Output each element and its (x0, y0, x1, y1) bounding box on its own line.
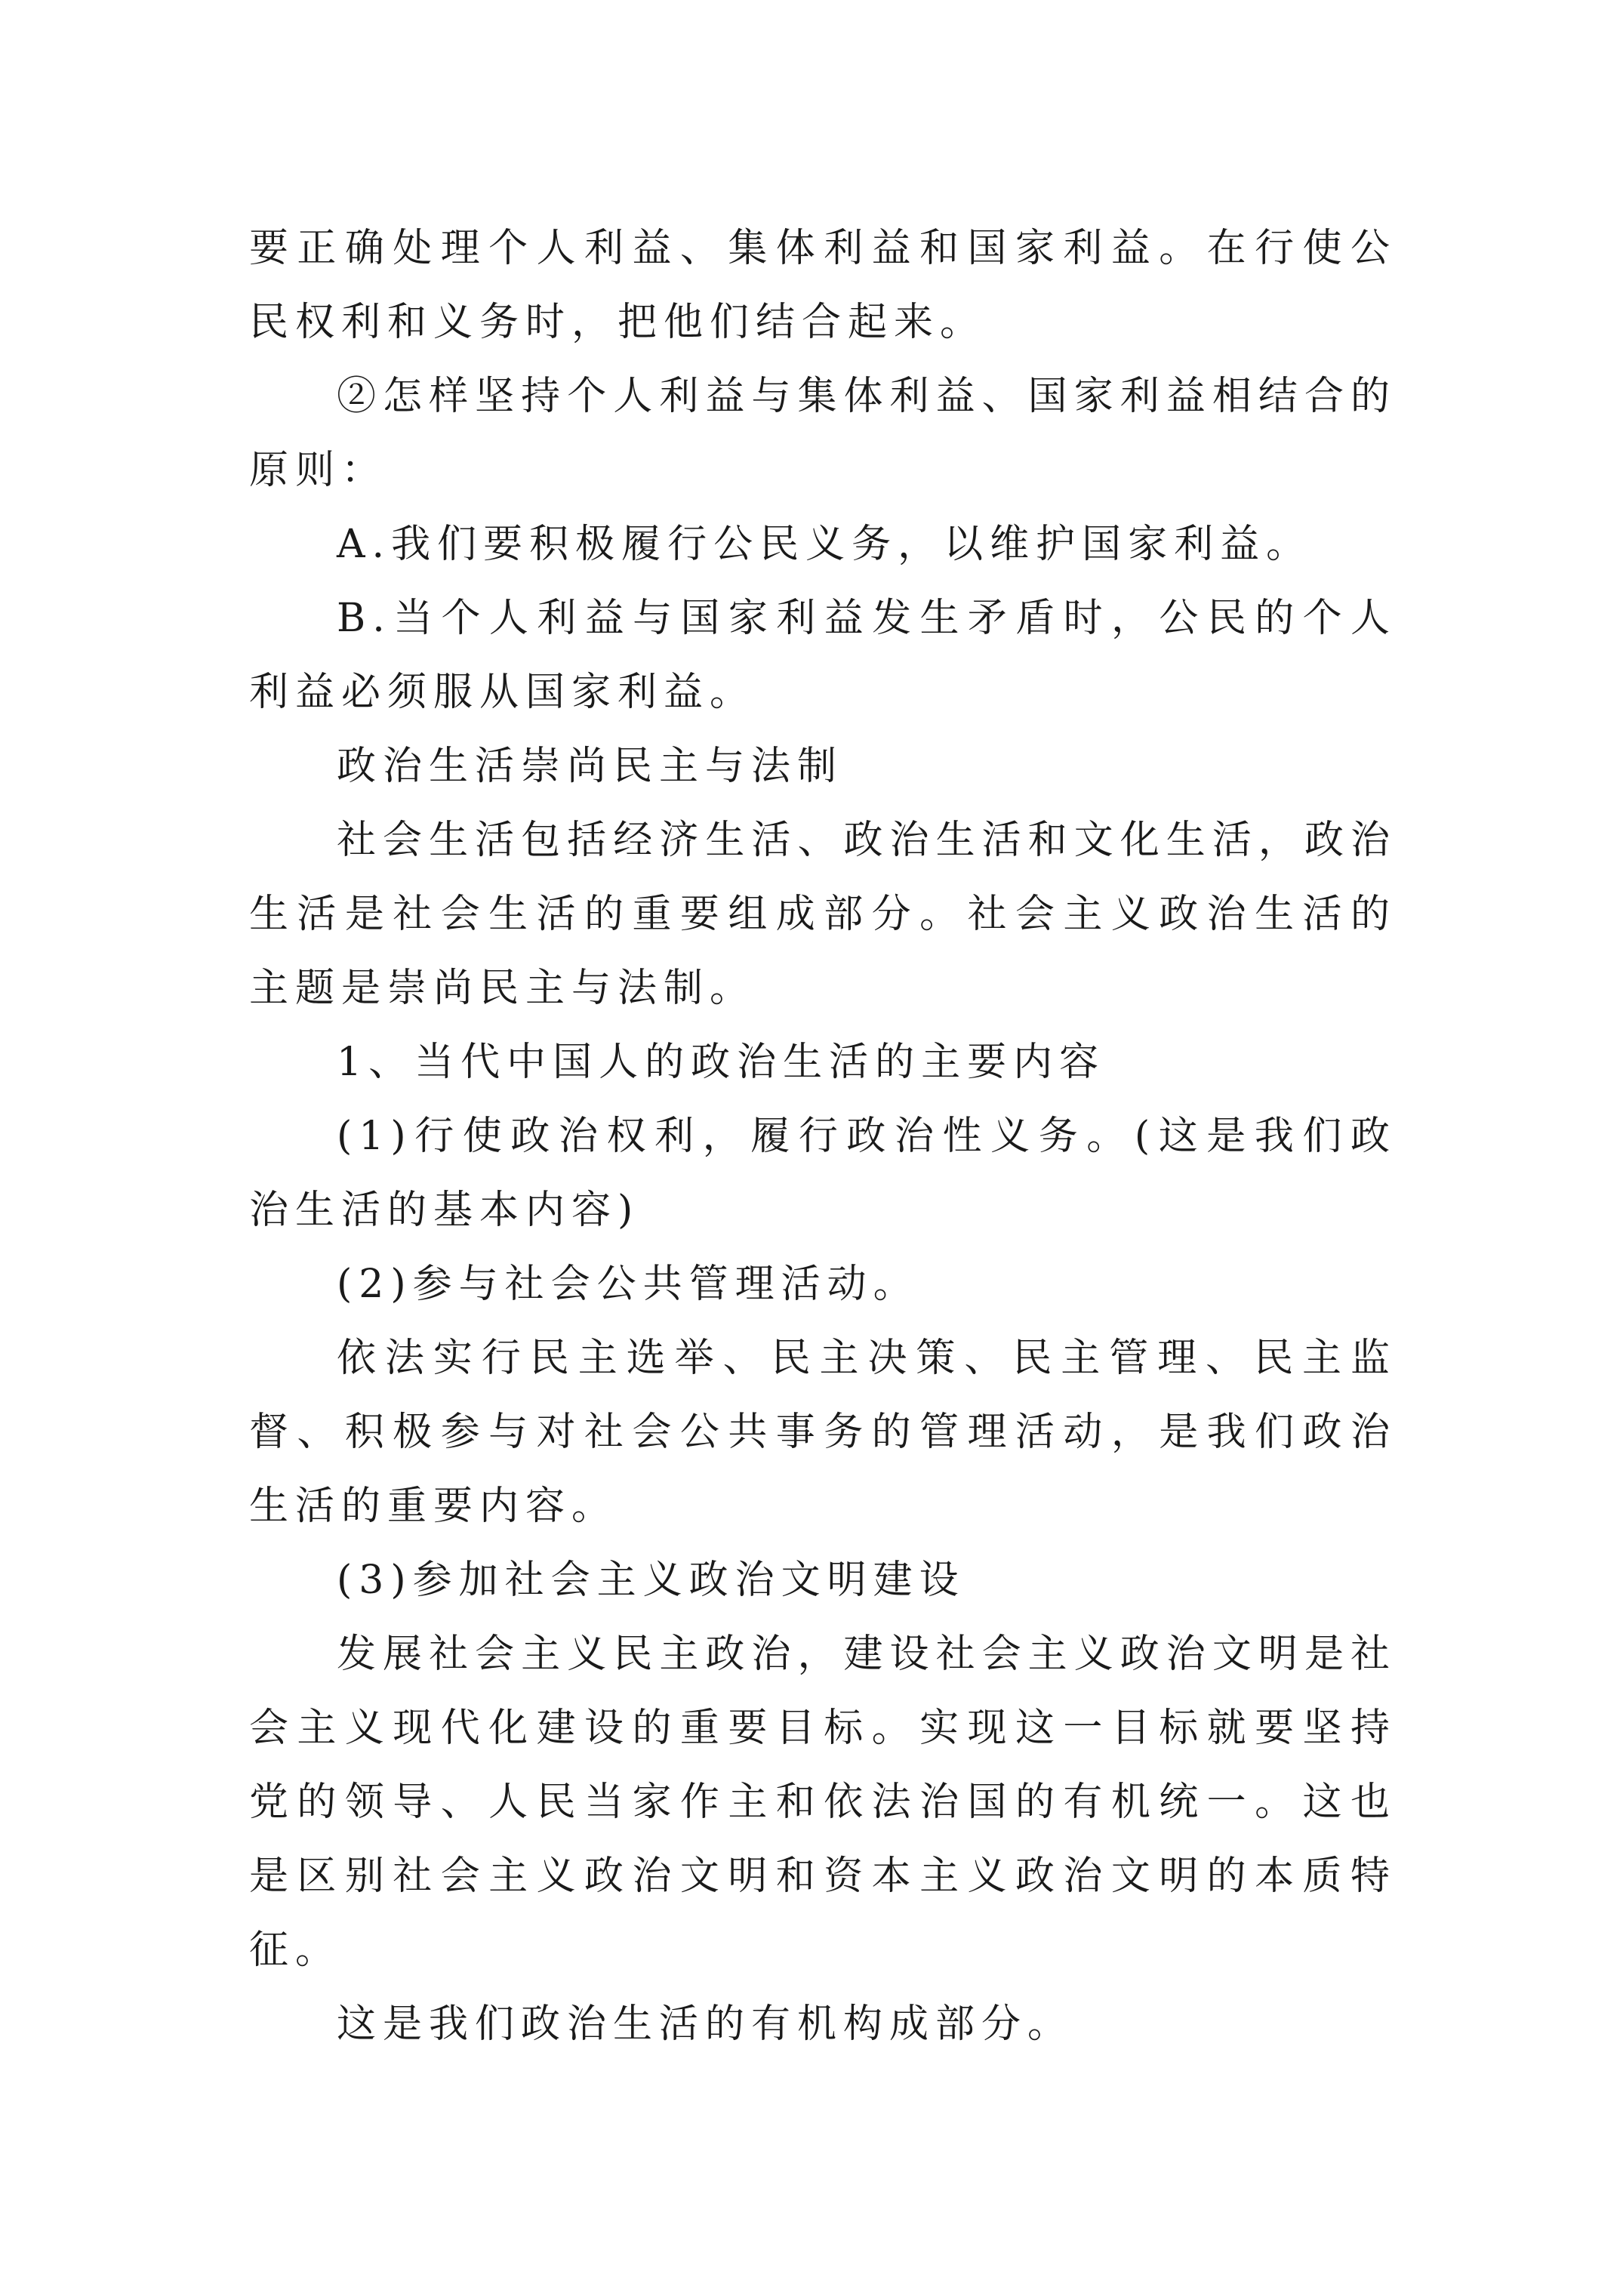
document-body (249, 211, 1397, 2061)
paragraph-10: 依法实行民主选举、民主决策、民主管理、民主监督、积极参与对社会公共事务的管理活动，是我们政治生活的重要内容。 (249, 1336, 1397, 1529)
paragraph-11: (3)参加社会主义政治文明建设 (337, 1558, 965, 1603)
section-heading: 政治生活崇尚民主与法制 (337, 744, 844, 789)
paragraph-9: (2)参与社会公共管理活动。 (337, 1262, 919, 1307)
paragraph-3: A.我们要积极履行公民义务，以维护国家利益。 (337, 522, 1313, 567)
paragraph-6: 社会生活包括经济生活、政治生活和文化生活，政治生活是社会生活的重要组成部分。社会主义政治生活的主题是崇尚民主与法制。 (249, 818, 1397, 1011)
paragraph-12: 发展社会主义民主政治，建设社会主义政治文明是社会主义现代化建设的重要目标。实现这一目标就要坚持党的领导、人民当家作主和依法治国的有机统一。这也是区别社会主义政治文明和资本主义政治文明的本质特征。 (249, 1632, 1397, 1973)
paragraph-4: B.当个人利益与国家利益发生矛盾时，公民的个人利益必须服从国家利益。 (249, 596, 1397, 715)
paragraph-13: 这是我们政治生活的有机构成部分。 (337, 2002, 1074, 2047)
paragraph-8: (1)行使政治权利，履行政治性义务。(这是我们政治生活的基本内容) (249, 1114, 1397, 1233)
paragraph-1: 要正确处理个人利益、集体利益和国家利益。在行使公民权利和义务时，把他们结合起来。 (249, 226, 1397, 345)
subsection-heading: 1、当代中国人的政治生活的主要内容 (337, 1040, 1106, 1085)
paragraph-2: ②怎样坚持个人利益与集体利益、国家利益相结合的原则： (249, 374, 1397, 493)
